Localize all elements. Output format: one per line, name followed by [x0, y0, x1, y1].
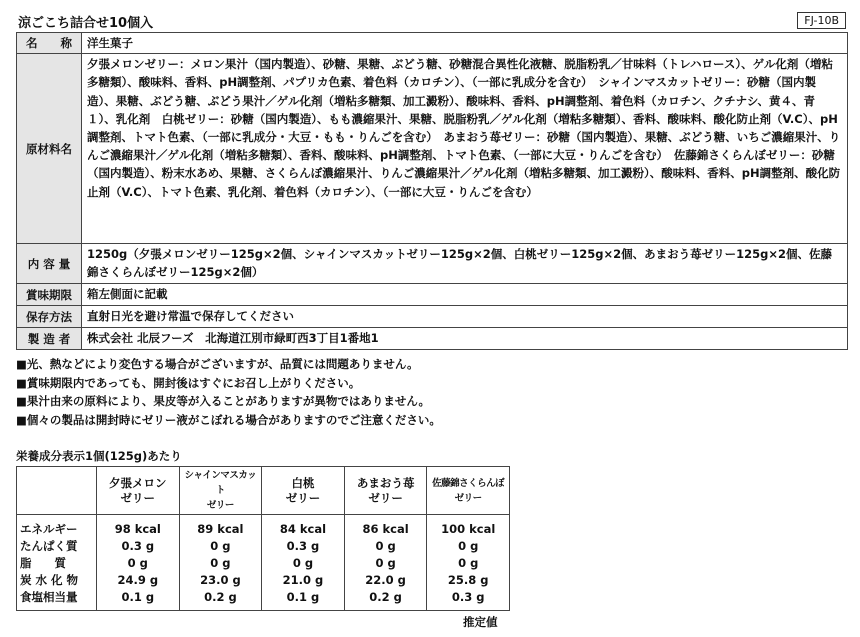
cell: 0.3 g — [262, 538, 345, 555]
cell: 86 kcal — [344, 515, 427, 539]
row-value: 株式会社 北辰フーズ 北海道江別市緑町西3丁目1番地1 — [82, 328, 848, 350]
cell: 0 g — [344, 538, 427, 555]
cell: 24.9 g — [97, 572, 180, 589]
col-header: シャインマスカット ゼリー — [179, 467, 262, 515]
row-label: エネルギー — [17, 515, 97, 539]
nutrition-row — [17, 572, 510, 589]
cell: 0 g — [262, 555, 345, 572]
row-value: 直射日光を避け常温で保存してください — [82, 306, 848, 328]
food-label-table — [16, 32, 848, 350]
row-label: 保存方法 — [17, 306, 82, 328]
col-header: 白桃 ゼリー — [262, 467, 345, 515]
cell: 0 g — [179, 555, 262, 572]
cell: 100 kcal — [427, 515, 510, 539]
row-label: たんぱく質 — [17, 538, 97, 555]
row-label: 内 容 量 — [17, 244, 82, 284]
note-item: ■賞味期限内であっても、開封後はすぐにお召し上がりください。 — [16, 375, 361, 390]
row-label: 脂 質 — [17, 555, 97, 572]
product-title: 涼ごこち詰合せ10個入 — [18, 16, 154, 31]
cell: 0.2 g — [344, 589, 427, 611]
product-code: FJ-10B — [797, 12, 846, 29]
cell: 0 g — [344, 555, 427, 572]
row-contents — [17, 244, 848, 284]
note-item: ■果汁由来の原料により、果皮等が入ることがありますが異物ではありません。 — [16, 394, 431, 408]
cell: 23.0 g — [179, 572, 262, 589]
label-header — [16, 10, 848, 32]
cell: 21.0 g — [262, 572, 345, 589]
cell: 0 g — [427, 555, 510, 572]
col-header: あまおう苺 ゼリー — [344, 467, 427, 515]
cell: 98 kcal — [97, 515, 180, 539]
cell: 0.3 g — [427, 589, 510, 611]
cell: 25.8 g — [427, 572, 510, 589]
nutrition-title: 栄養成分表示1個(125g)あたり — [16, 449, 182, 463]
cell: 0.3 g — [97, 538, 180, 555]
row-label: 賞味期限 — [17, 284, 82, 306]
row-label: 原材料名 — [17, 54, 82, 244]
row-name — [17, 33, 848, 54]
note-item: ■光、熱などにより変色する場合がございますが、品質には問題ありません。 — [16, 357, 419, 371]
cell: 0.1 g — [262, 589, 345, 611]
row-ingredients — [17, 54, 848, 244]
cell: 0.1 g — [97, 589, 180, 611]
header-blank — [17, 467, 97, 515]
cell: 0.2 g — [179, 589, 262, 611]
cell: 0 g — [97, 555, 180, 572]
row-value: 夕張メロンゼリー：メロン果汁（国内製造）、砂糖、果糖、ぶどう糖、砂糖混合異性化液糖、脱脂粉乳／甘味料（トレハロース）、ゲル化剤（増粘多糖類）、酸味料、香料、pH調整剤、パプリカ色素、着色料（カロチン）、（一部に乳成分を含む） シャインマスカットゼリー：砂糖（国内製造）、果糖、ぶどう糖、ぶどう果汁／ゲル化剤（増粘多糖類、加工澱粉）、酸味料、香料、pH調整剤、着色料（カロチン、クチナシ、黄４、青１）、乳化剤 白桃ゼリー：砂糖（国内製造）、もも濃縮果汁、果糖、脱脂粉乳／ゲル化剤（増粘多糖類）、香料、酸味料、酸化防止剤（V.C）、pH調整剤、トマト色素、（一部に乳成分・大豆・もも・りんごを含む） あまおう苺ゼリー：砂糖（国内製造）、果糖、ぶどう糖、いちご濃縮果汁、りんご濃縮果汁／ゲル化剤（増粘多糖類）、香料、酸味料、pH調整剤、トマト色素、（一部に大豆・りんごを含む） 佐藤錦さくらんぼゼリー：砂糖（国内製造）、粉末水あめ、果糖、さくらんぼ濃縮果汁、りんご濃縮果汁／ゲル化剤（増粘多糖類、加工澱粉）、酸味料、香料、pH調整剤、酸化防止剤（V.C）、トマト色素、乳化剤、着色料（カロチン）、（一部に大豆・りんごを含む） — [82, 54, 848, 244]
nutrition-row — [17, 555, 510, 572]
row-label: 製 造 者 — [17, 328, 82, 350]
note-item: ■個々の製品は開封時にゼリー液がこぼれる場合がありますのでご注意ください。 — [16, 412, 441, 427]
cell: 0 g — [179, 538, 262, 555]
nutrition-row — [17, 589, 510, 611]
caution-notes — [16, 355, 848, 429]
cell: 84 kcal — [262, 515, 345, 539]
estimate-note: 推定値 — [463, 615, 498, 629]
row-value: 箱左側面に記載 — [82, 284, 848, 306]
row-value: 洋生菓子 — [82, 33, 848, 54]
row-label: 炭 水 化 物 — [17, 572, 97, 589]
cell: 22.0 g — [344, 572, 427, 589]
cell: 0 g — [427, 538, 510, 555]
row-value: 1250g（夕張メロンゼリー125g×2個、シャインマスカットゼリー125g×2個、白桃ゼリー125g×2個、あまおう苺ゼリー125g×2個、佐藤錦さくらんぼゼリー125g×2個） — [82, 244, 848, 284]
nutrition-row — [17, 515, 510, 539]
row-expiry — [17, 284, 848, 306]
nutrition-table — [16, 466, 510, 611]
nutrition-header-row — [17, 467, 510, 515]
col-header: 佐藤錦さくらんぼ ゼリー — [427, 467, 510, 515]
nutrition-row — [17, 538, 510, 555]
col-header: 夕張メロン ゼリー — [97, 467, 180, 515]
row-label: 名 称 — [17, 33, 82, 54]
row-manufacturer — [17, 328, 848, 350]
cell: 89 kcal — [179, 515, 262, 539]
row-storage — [17, 306, 848, 328]
row-label: 食塩相当量 — [17, 589, 97, 611]
